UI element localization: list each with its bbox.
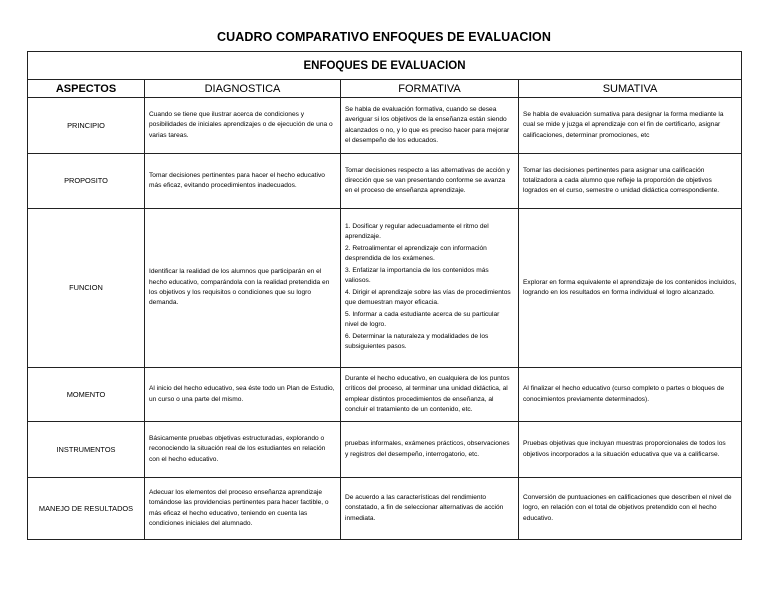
cell-formativa: De acuerdo a las características del rendimiento constatado, a fin de seleccionar alternativas de acción inmediata.: [341, 478, 519, 540]
table-row-funcion: [28, 209, 742, 368]
column-header-diagnostica: DIAGNOSTICA: [145, 80, 341, 98]
cell-diagnostica: Tomar decisiones pertinentes para hacer el hecho educativo más eficaz, evitando procedimientos inadecuados.: [145, 154, 341, 209]
aspect-label: MANEJO DE RESULTADOS: [28, 478, 145, 540]
list-item: 1. Dosificar y regular adecuadamente el ritmo del aprendizaje.: [345, 222, 489, 241]
cell-formativa-list: [341, 209, 519, 368]
group-header-row: [28, 52, 742, 80]
table-row-manejo-de-resultados: [28, 478, 742, 540]
aspect-label: INSTRUMENTOS: [28, 422, 145, 478]
list-item: 6. Determinar la naturaleza y modalidades de los subsiguientes pasos.: [345, 333, 489, 351]
list-item: 4. Dirigir el aprendizaje sobre las vías de procedimientos que demuestran mayor eficacia.: [345, 289, 511, 307]
table-row-momento: [28, 368, 742, 422]
table-row-proposito: [28, 154, 742, 209]
cell-formativa: Tomar decisiones respecto a las alternativas de acción y dirección que se van presentando conforme se avanza en el proceso de enseñanza aprendizaje.: [341, 154, 519, 209]
list-item: 2. Retroalimentar el aprendizaje con información desprendida de los exámenes.: [345, 244, 487, 263]
cell-sumativa: Explorar en forma equivalente el aprendizaje de los contenidos incluidos, logrando en los resultados en forma individual el logro alcanzado.: [519, 209, 742, 368]
comparison-table: [27, 51, 742, 540]
cell-formativa: Se habla de evaluación formativa, cuando se desea averiguar si los objetivos de la enseñanza están siendo alcanzados o no, y lo que es preciso hacer para mejorar el desempeño de los educados.: [341, 98, 519, 154]
column-header-aspectos: ASPECTOS: [28, 80, 145, 98]
cell-sumativa: Tomar las decisiones pertinentes para asignar una calificación totalizadora a cada alumno que refleje la proporción de objetivos logrados en el curso, semestre o unidad didáctica correspondiente.: [519, 154, 742, 209]
aspect-label: FUNCION: [28, 209, 145, 368]
cell-diagnostica: Cuando se tiene que ilustrar acerca de condiciones y posibilidades de iniciales aprendizajes o de ejecución de una o varias tareas.: [145, 98, 341, 154]
cell-formativa: pruebas informales, exámenes prácticos, observaciones y registros del desempeño, interrogatorio, etc.: [341, 422, 519, 478]
aspect-label: PROPOSITO: [28, 154, 145, 209]
column-header-row: [28, 80, 742, 98]
table-row-instrumentos: [28, 422, 742, 478]
table-row-principio: [28, 98, 742, 154]
cell-formativa: Durante el hecho educativo, en cualquiera de los puntos críticos del proceso, al terminar una unidad didáctica, al emplear distintos procedimientos de enseñanza, al concluir el tratamiento de un contenido, etc.: [341, 368, 519, 422]
cell-diagnostica: Identificar la realidad de los alumnos que participarán en el hecho educativo, comparándola con la realidad pretendida en los objetivos y los requisitos o condiciones que su logro demanda.: [145, 209, 341, 368]
column-header-formativa: FORMATIVA: [341, 80, 519, 98]
cell-diagnostica: Básicamente pruebas objetivas estructuradas, explorando o reconociendo la situación real de los estudiantes en relación con el hecho educativo.: [145, 422, 341, 478]
cell-sumativa: Se habla de evaluación sumativa para designar la forma mediante la cual se mide y juzga el aprendizaje con el fin de certificarlo, asignar calificaciones, determinar promociones, etc: [519, 98, 742, 154]
cell-diagnostica: Al inicio del hecho educativo, sea éste todo un Plan de Estudio, un curso o una parte del mismo.: [145, 368, 341, 422]
list-item: 5. Informar a cada estudiante acerca de su particular nivel de logro.: [345, 311, 500, 329]
list-item: 3. Enfatizar la importancia de los contenidos más valiosos.: [345, 266, 489, 285]
aspect-label: MOMENTO: [28, 368, 145, 422]
cell-sumativa: Al finalizar el hecho educativo (curso completo o partes o bloques de conocimientos previamente determinados).: [519, 368, 742, 422]
group-header: ENFOQUES DE EVALUACION: [28, 52, 742, 80]
cell-sumativa: Pruebas objetivas que incluyan muestras proporcionales de todos los objetivos incorporados a la situación educativa que va a calificarse.: [519, 422, 742, 478]
column-header-sumativa: SUMATIVA: [519, 80, 742, 98]
cell-sumativa: Conversión de puntuaciones en calificaciones que describen el nivel de logro, en relación con el total de objetivos pretendido con el hecho educativo.: [519, 478, 742, 540]
cell-diagnostica: Adecuar los elementos del proceso enseñanza aprendizaje tomándose las providencias pertinentes para hacer factible, o más eficaz el hecho educativo, teniendo en cuenta las condiciones iniciales del alumnado.: [145, 478, 341, 540]
aspect-label: PRINCIPIO: [28, 98, 145, 154]
document-title: CUADRO COMPARATIVO ENFOQUES DE EVALUACION: [217, 30, 551, 44]
